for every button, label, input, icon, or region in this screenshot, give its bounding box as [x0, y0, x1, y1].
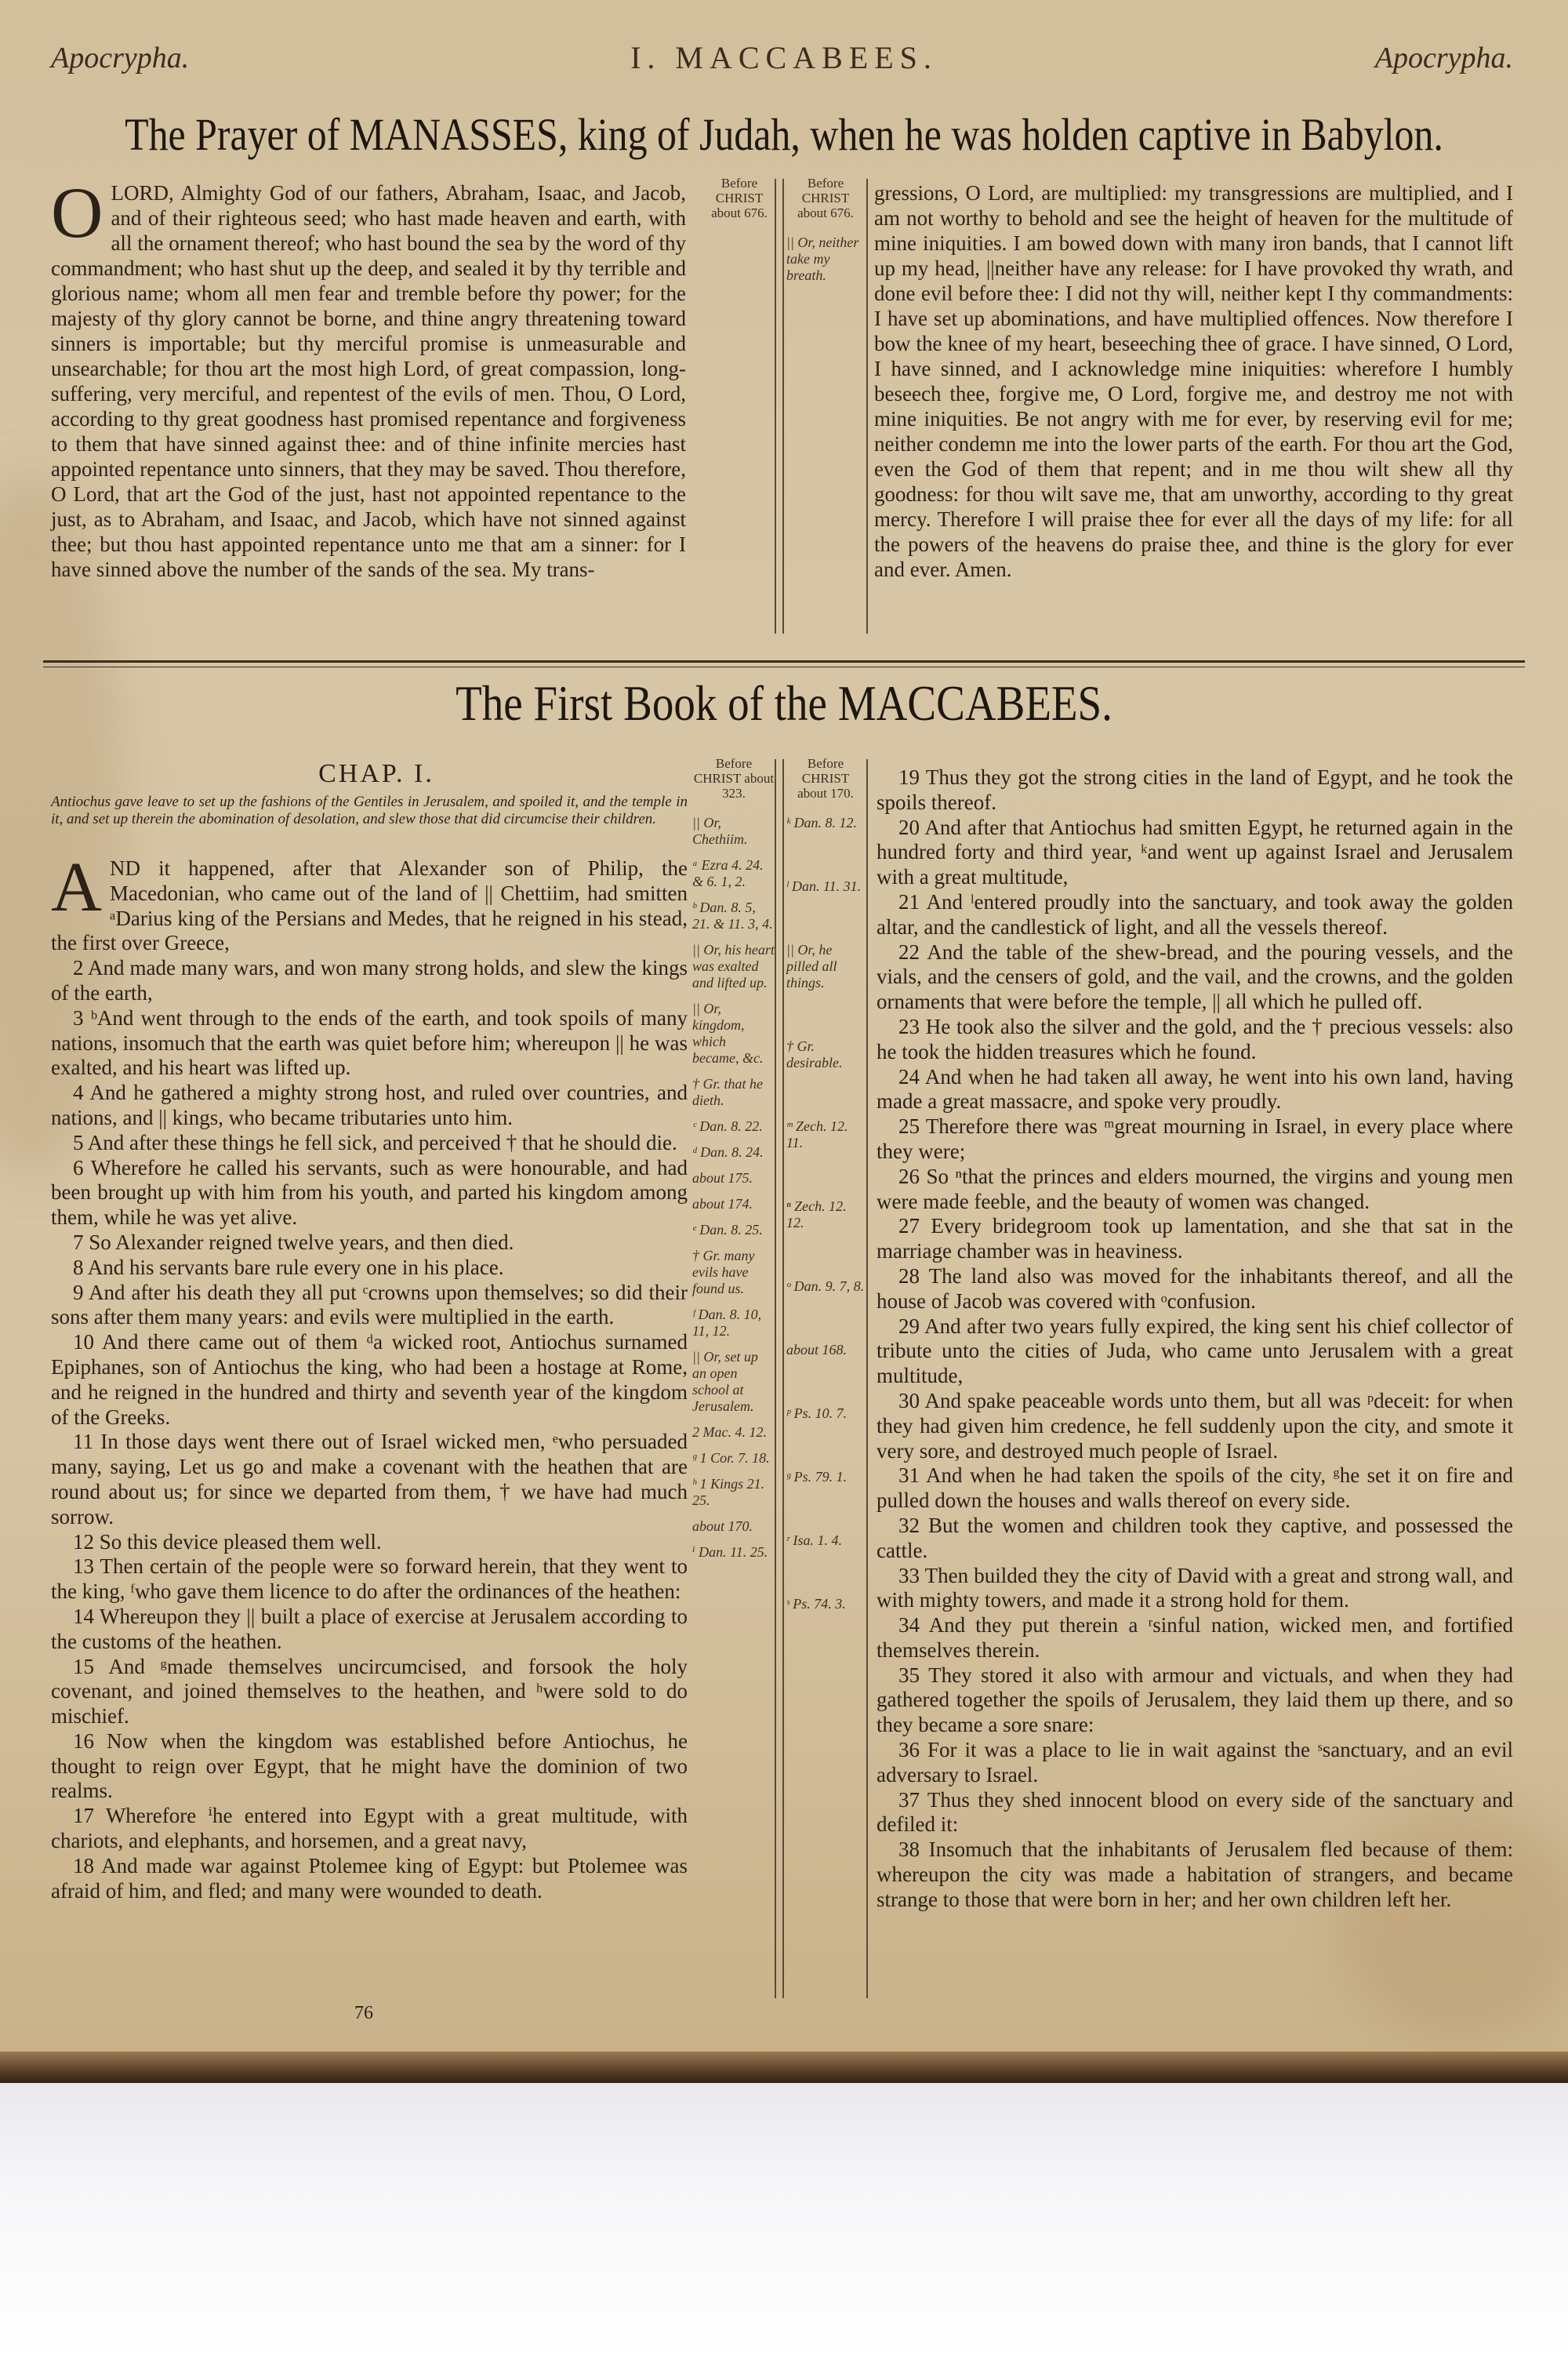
maccabees-margin-left [692, 756, 775, 1570]
verse-text: 15 And ᵍmade themselves uncircumcised, and forsook the holy covenant, and joined themselves to the heathen, and ʰwere sold to do mischief. [51, 1654, 688, 1728]
verse-text: 34 And they put therein a ʳsinful nation, wicked men, and fortified themselves therein. [877, 1613, 1513, 1662]
verse-text: 25 Therefore there was ᵐgreat mourning in Israel, in every place where they were; [877, 1114, 1513, 1163]
book-title: The First Book of the MACCABEES. [456, 675, 1112, 731]
column-rule [782, 759, 784, 1998]
verse-text: 38 Insomuch that the inhabitants of Jerusalem fled because of them: whereupon the city was made a habitation of strangers, and became strange to those that were born in her; and her own children left her. [877, 1837, 1513, 1911]
prayer-margin-right [786, 176, 865, 301]
margin-note: ᵍ 1 Cor. 7. 18. [692, 1450, 770, 1466]
verse-text: 27 Every bridegroom took up lamentation, and she that sat in the marriage chamber was in heaviness. [877, 1214, 1513, 1263]
margin-note: || Or, Chethiim. [692, 815, 748, 847]
verse-text: 14 Whereupon they || built a place of exercise at Jerusalem according to the customs of the heathen. [51, 1604, 688, 1653]
running-head-left: Apocrypha. [51, 42, 190, 75]
verse-text: 5 And after these things he fell sick, and perceived † that he should die. [73, 1130, 677, 1154]
margin-note: ᶠ Dan. 8. 10, 11, 12. [692, 1307, 762, 1339]
verse-text: 32 But the women and children took they captive, and possessed the cattle. [877, 1513, 1513, 1562]
margin-note: ᵈ Dan. 8. 24. [692, 1144, 764, 1160]
margin-note: ᵉ Dan. 8. 25. [692, 1222, 763, 1238]
margin-note: about 175. [692, 1170, 753, 1186]
verse-text: 10 And there came out of them ᵈa wicked root, Antiochus surnamed Epiphanes, son of Antiochus the king, who had been a hostage at Rome, and he reigned in the hundred and thirty and seventh year of the kingdom of the Greeks. [51, 1330, 688, 1429]
verse-text: 7 So Alexander reigned twelve years, and then died. [73, 1230, 514, 1254]
background-surface [0, 2083, 1568, 2359]
margin-note: † Gr. many evils have found us. [692, 1248, 755, 1296]
section-divider [43, 660, 1525, 663]
column-rule [775, 759, 776, 1998]
margin-note: || Or, kingdom, which became, &c. [692, 1001, 764, 1066]
margin-note: ᵖ Ps. 10. 7. [786, 1405, 848, 1421]
margin-note: ⁱ Dan. 11. 25. [692, 1544, 768, 1560]
verse-text: 31 And when he had taken the spoils of the city, ᵍhe set it on fire and pulled down the houses and walls thereof on every side. [877, 1463, 1513, 1513]
margin-note: ˡ Dan. 11. 31. [786, 878, 862, 894]
margin-date-head: Before CHRIST about 676. [797, 176, 854, 220]
verse-text: 36 For it was a place to lie in wait against the ˢsanctuary, and an evil adversary to Israel. [877, 1738, 1513, 1787]
verse-text: 17 Wherefore ⁱhe entered into Egypt with a great multitude, with chariots, and elephants, and horsemen, and a great navy, [51, 1804, 688, 1853]
column-rule [775, 179, 776, 634]
column-rule [866, 759, 868, 1998]
margin-note: about 170. [692, 1518, 753, 1534]
margin-note: about 168. [786, 1342, 848, 1358]
maccabees-margin-right [786, 756, 865, 1659]
margin-note: ʳ Isa. 1. 4. [786, 1532, 842, 1548]
verse-text: 8 And his servants bare rule every one in his place. [73, 1255, 504, 1279]
verse-text: 29 And after two years fully expired, the king sent his chief collector of tribute unto the cities of Juda, who came unto Jerusalem with a great multitude, [877, 1314, 1513, 1388]
verse-text: 4 And he gathered a mighty strong host, and ruled over countries, and nations, and || kings, who became tributaries unto him. [51, 1081, 688, 1129]
prayer-text-left: LORD, Almighty God of our fathers, Abraham, Isaac, and Jacob, and of their righteous seed; who hast made heaven and earth, with all the ornament thereof; who hast bound the sea by the word of thy commandment; who hast shut up the deep, and sealed it by thy terrible and glorious name; whom all men fear and tremble before thy power; for the majesty of thy glory cannot be borne, and thine angry threatening toward sinners is importable; but thy merciful promise is unmeasurable and unsearchable; for thou art the most high Lord, of great compassion, long-suffering, very merciful, and repentest of the evils of men. Thou, O Lord, according to thy great goodness hast promised repentance and forgiveness to them that have sinned against thee: and of thine infinite mercies hast appointed repentance unto sinners, that they may be saved. Thou therefore, O Lord, that art the God of the just, hast not appointed repentance to the just, as to Abraham, and Isaac, and Jacob, which have not sinned against thee; but thou hast appointed repentance unto me that am a sinner: for I have sinned above the number of the sands of the sea. My trans- [51, 181, 686, 581]
column-rule [782, 179, 784, 634]
chapter-summary: Antiochus gave leave to set up the fashions of the Gentiles in Jerusalem, and spoiled it, and the temple in it, and set up therein the abomination of desolation, and slew those that did circumcise their children. [51, 794, 688, 827]
maccabees-right-column [877, 765, 1513, 1913]
verse-text: 12 So this device pleased them well. [73, 1529, 382, 1554]
margin-note: || Or, neither take my breath. [786, 234, 859, 283]
drop-cap: A [51, 849, 102, 926]
verse-text: 2 And made many wars, and won many strong holds, and slew the kings of the earth, [51, 956, 688, 1005]
prayer-left-column [51, 173, 686, 582]
margin-note: 2 Mac. 4. 12. [692, 1424, 767, 1440]
margin-date-head: Before CHRIST about 323. [693, 756, 775, 801]
margin-note: ᵒ Dan. 9. 7, 8. [786, 1278, 865, 1294]
chapter-heading: CHAP. I. [318, 759, 434, 788]
verse-text: ND it happened, after that Alexander son of Philip, the Macedonian, who came out of the land of || Chettiim, had smitten ᵃDarius king of the Persians and Medes, that he reigned in his stead, the first over Greece, [51, 856, 688, 955]
prayer-margin-left [700, 176, 779, 234]
verse-text: 28 The land also was moved for the inhabitants thereof, and all the house of Jacob was covered with ᵒconfusion. [877, 1263, 1513, 1313]
margin-note: || Or, set up an open school at Jerusalem. [692, 1349, 758, 1414]
running-head-center: I. MACCABEES. [630, 40, 938, 75]
margin-note: ˢ Ps. 74. 3. [786, 1596, 846, 1612]
margin-note: || Or, his heart was exalted and lifted up. [692, 942, 775, 990]
verse-text: 3 ᵇAnd went through to the ends of the earth, and took spoils of many nations, insomuch that the earth was quiet before him; whereupon || he was exalted, and his heart was lifted up. [51, 1005, 688, 1080]
margin-note: about 174. [692, 1196, 753, 1212]
book-edge [0, 2052, 1568, 2083]
margin-note: ᶜ Dan. 8. 22. [692, 1118, 763, 1134]
running-head-right: Apocrypha. [1374, 42, 1513, 75]
prayer-text-right: gressions, O Lord, are multiplied: my transgressions are multiplied, and I am not worthy to behold and see the height of heaven for the multitude of mine iniquities. I am bowed down with many iron bands, that I cannot lift up my head, ||neither have any release: for I have provoked thy wrath, and done evil before thee: I did not thy will, neither kept I thy commandments: I have set up abominations, and have multiplied offences. Now therefore I bow the knee of my heart, beseeching thee of grace. I have sinned, O Lord, I have sinned, and I acknowledge mine iniquities: wherefore I humbly beseech thee, forgive me, O Lord, forgive me, and destroy me not with mine iniquities. Be not angry with me for ever, by reserving evil for me; neither condemn me into the lower parts of the earth. For thou art the God, even the God of them that repent; and in me thou wilt shew all thy goodness: for thou wilt save me, that am unworthy, according to thy great mercy. Therefore I will praise thee for ever all the days of my life: for all the powers of the heavens do praise thee, and thine is the glory for ever and ever. Amen. [874, 181, 1513, 581]
margin-note: † Gr. desirable. [786, 1038, 843, 1070]
verse-text: 6 Wherefore he called his servants, such as were honourable, and had been brought up with him from his youth, and parted his kingdom among them, while he was yet alive. [51, 1155, 688, 1230]
verse-text: 9 And after his death they all put ᶜcrowns upon themselves; so did their sons after them many years: and evils were multiplied in the earth. [51, 1280, 688, 1329]
column-rule [866, 179, 868, 634]
verse-text: 21 And ˡentered proudly into the sanctuary, and took away the golden altar, and the candlestick of light, and all the vessels thereof. [877, 889, 1513, 939]
verse-text: 23 He took also the silver and the gold, and the † precious vessels: also he took the hidden treasures which he found. [877, 1014, 1513, 1063]
drop-cap: O [51, 173, 103, 253]
margin-note: ᵐ Zech. 12. 11. [786, 1118, 848, 1150]
margin-date-head: Before CHRIST about 676. [711, 176, 768, 220]
margin-note: † Gr. that he dieth. [692, 1076, 763, 1108]
margin-note: ᵏ Dan. 8. 12. [786, 815, 858, 831]
prayer-right-column [874, 180, 1513, 582]
verse-text: 18 And made war against Ptolemee king of Egypt: but Ptolemee was afraid of him, and fled; and many were wounded to death. [51, 1853, 688, 1903]
verse-text: 22 And the table of the shew-bread, and the pouring vessels, and the vials, and the censers of gold, and the vail, and the crowns, and the golden ornaments that were before the temple, || all which he pulled off. [877, 940, 1513, 1014]
margin-note: || Or, he pilled all things. [786, 942, 837, 990]
verse-text: 26 So ⁿthat the princes and elders mourned, the virgins and young men were made feeble, and the beauty of women was changed. [877, 1164, 1513, 1213]
verse-text: 35 They stored it also with armour and victuals, and when they had gathered together the spoils of Jerusalem, they laid them up there, and so they became a sore snare: [877, 1663, 1513, 1737]
margin-note: ᵇ Dan. 8. 5, 21. & 11. 3, 4. [692, 900, 773, 932]
verse-text: 33 Then builded they the city of David with a great and strong wall, and with mighty towers, and made it a strong hold for them. [877, 1563, 1513, 1612]
maccabees-left-column [51, 849, 688, 1903]
verse-text: 37 Thus they shed innocent blood on every side of the sanctuary and defiled it: [877, 1787, 1513, 1837]
margin-note: ᵃ Ezra 4. 24. & 6. 1, 2. [692, 857, 764, 889]
verse-text: 11 In those days went there out of Israel wicked men, ᵉwho persuaded many, saying, Let us go and make a covenant with the heathen that are round about us; for since we departed from them, † we have had much sorrow. [51, 1430, 688, 1528]
margin-note: ⁿ Zech. 12. 12. [786, 1198, 847, 1230]
margin-note: ᵍ Ps. 79. 1. [786, 1469, 848, 1485]
verse-text: 19 Thus they got the strong cities in the land of Egypt, and he took the spoils thereof. [877, 765, 1513, 814]
verse-text: 13 Then certain of the people were so forward herein, that they went to the king, ᶠwho gave them licence to do after the ordinances of the heathen: [51, 1554, 688, 1604]
margin-note: ʰ 1 Kings 21. 25. [692, 1476, 765, 1508]
verse-text: 20 And after that Antiochus had smitten Egypt, he returned again in the hundred forty and third year, ᵏand went up against Israel and Jerusalem with a great multitude, [877, 815, 1513, 889]
margin-date-head: Before CHRIST about 170. [797, 756, 854, 801]
prayer-title: The Prayer of MANASSES, king of Judah, when he was holden captive in Babylon. [125, 109, 1443, 160]
page-number: 76 [354, 2003, 373, 2023]
verse-text: 24 And when he had taken all away, he went into his own land, having made a great massacre, and spoke very proudly. [877, 1064, 1513, 1114]
verse-text: 30 And spake peaceable words unto them, but all was ᵖdeceit: for when they had given him credence, he fell suddenly upon the city, and smote it very sore, and destroyed much people of Israel. [877, 1388, 1513, 1463]
verse-text: 16 Now when the kingdom was established before Antiochus, he thought to reign over Egypt, that he might have the dominion of two realms. [51, 1728, 688, 1803]
